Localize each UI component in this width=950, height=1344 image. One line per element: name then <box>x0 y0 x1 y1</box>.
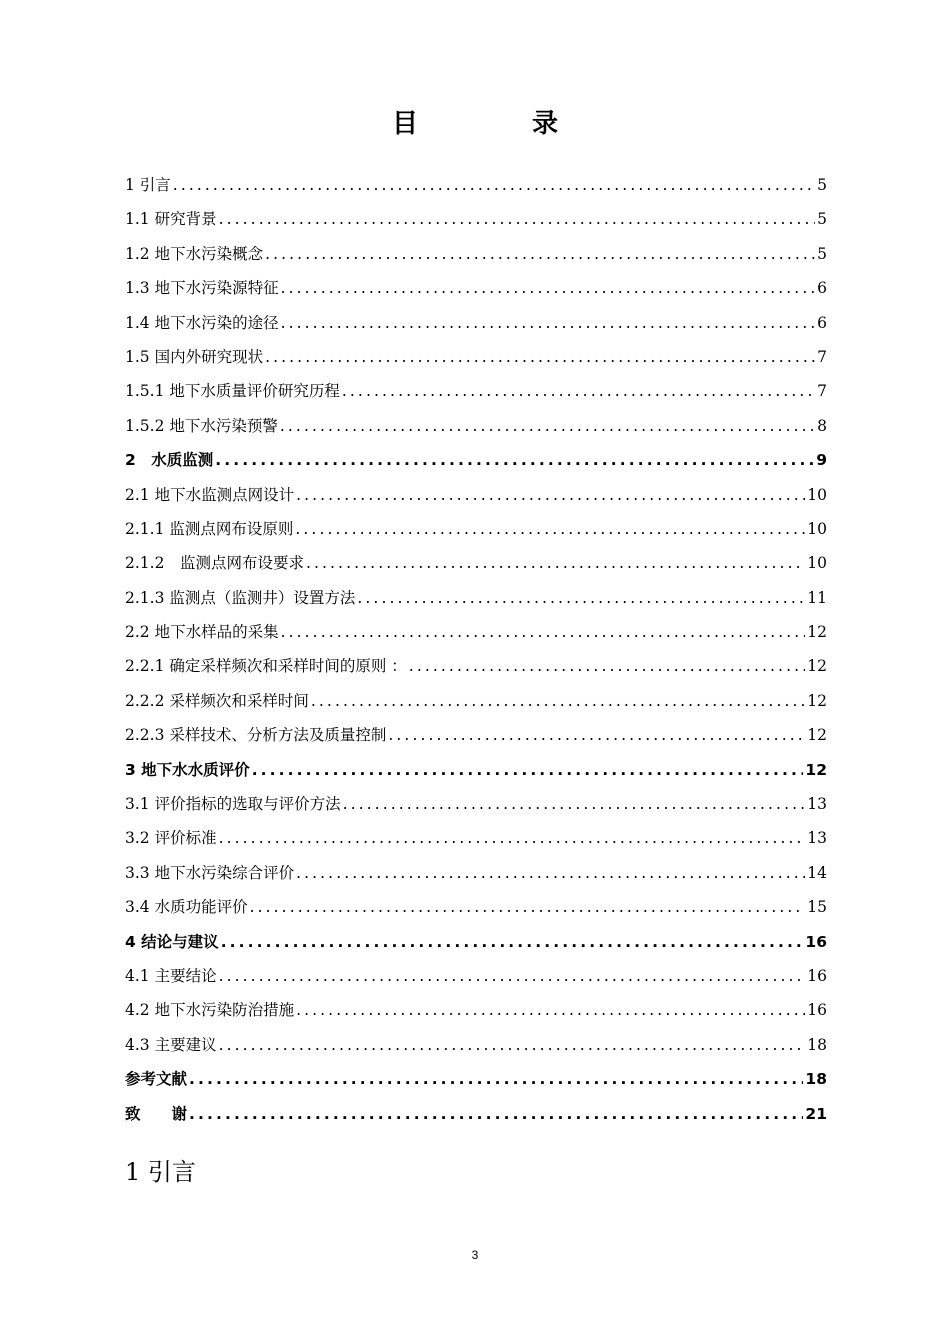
toc-dot-leader <box>296 856 805 890</box>
toc-dot-leader <box>219 959 806 993</box>
toc-entry-label: 3.2 评价标准 <box>125 829 217 848</box>
section-heading: 1 引言 <box>125 1158 196 1186</box>
toc-entry[interactable] <box>125 443 827 477</box>
toc-entry-label: 1.5.1 地下水质量评价研究历程 <box>125 382 340 401</box>
toc-entry[interactable] <box>125 787 827 821</box>
toc-entry-label: 4 结论与建议 <box>125 932 219 951</box>
toc-entry[interactable] <box>125 821 827 855</box>
toc-entry-page: 10 <box>807 485 827 504</box>
toc-entry-label: 1.1 研究背景 <box>125 210 217 229</box>
toc-entry[interactable] <box>125 959 827 993</box>
toc-entry[interactable] <box>125 890 827 924</box>
toc-dot-leader <box>409 649 805 683</box>
toc-entry-page: 5 <box>817 244 827 263</box>
toc-entry-label: 1.5 国内外研究现状 <box>125 347 264 366</box>
toc-entry-label: 2 水质监测 <box>125 451 214 470</box>
toc-entry-label: 4.1 主要结论 <box>125 966 217 985</box>
toc-entry-label: 2.1.3 监测点（监测井）设置方法 <box>125 588 356 607</box>
toc-entry-label: 1.4 地下水污染的途径 <box>125 313 279 332</box>
toc-dot-leader <box>281 615 806 649</box>
toc-entry[interactable] <box>125 340 827 374</box>
toc-entry[interactable] <box>125 581 827 615</box>
toc-entry[interactable] <box>125 649 827 683</box>
toc-dot-leader <box>296 478 805 512</box>
toc-entry-page: 12 <box>807 623 827 642</box>
toc-entry[interactable] <box>125 237 827 271</box>
toc-entry[interactable] <box>125 409 827 443</box>
toc-entry-page: 15 <box>807 898 827 917</box>
toc-entry[interactable] <box>125 1097 827 1131</box>
toc-entry-label: 1.3 地下水污染源特征 <box>125 279 279 298</box>
toc-entry-label: 1 引言 <box>125 176 171 194</box>
toc-dot-leader <box>280 409 815 443</box>
toc-entry[interactable] <box>125 202 827 236</box>
toc-entry-page: 9 <box>816 451 827 470</box>
toc-entry[interactable] <box>125 546 827 580</box>
toc-entry[interactable] <box>125 856 827 890</box>
toc-entry-page: 11 <box>807 588 827 607</box>
toc-dot-leader <box>296 993 805 1027</box>
toc-dot-leader <box>219 202 816 236</box>
toc-dot-leader <box>281 271 816 305</box>
toc-entry[interactable] <box>125 1062 827 1096</box>
toc-title: 目 录 <box>391 109 602 139</box>
toc-entry[interactable] <box>125 993 827 1027</box>
toc-entry-page: 14 <box>807 863 827 882</box>
toc-entry[interactable] <box>125 168 827 202</box>
toc-entry-label: 2.1 地下水监测点网设计 <box>125 485 295 504</box>
toc-entry-label: 2.2.1 确定采样频次和采样时间的原则 ： <box>125 657 407 676</box>
toc-entry-label: 1.2 地下水污染概念 <box>125 244 264 263</box>
toc-entry[interactable] <box>125 684 827 718</box>
toc-entry-label: 致 谢 <box>125 1104 188 1123</box>
toc-entry-page: 12 <box>805 760 827 779</box>
toc-dot-leader <box>265 237 815 271</box>
toc-dot-leader <box>342 374 815 408</box>
toc-entry[interactable] <box>125 271 827 305</box>
toc-dot-leader <box>215 443 814 477</box>
toc-entry[interactable] <box>125 615 827 649</box>
toc-entry-label: 4.2 地下水污染防治措施 <box>125 1001 295 1020</box>
toc-entry-label: 3.4 水质功能评价 <box>125 898 248 917</box>
toc-entry-page: 10 <box>807 554 827 573</box>
toc-dot-leader <box>311 684 805 718</box>
toc-dot-leader <box>219 821 806 855</box>
toc-entry-label: 参考文献 <box>125 1070 188 1089</box>
toc-entry-page: 5 <box>817 176 827 194</box>
toc-entry[interactable] <box>125 925 827 959</box>
toc-entry-page: 8 <box>817 416 827 435</box>
toc-dot-leader <box>221 925 804 959</box>
toc-entry-label: 2.1.1 监测点网布设原则 <box>125 519 294 538</box>
toc-entry-page: 16 <box>805 932 827 951</box>
toc-entry-page: 12 <box>807 691 827 710</box>
table-of-contents <box>125 168 827 1131</box>
toc-entry-page: 18 <box>807 1035 827 1054</box>
toc-entry[interactable] <box>125 512 827 546</box>
toc-entry-page: 16 <box>807 1001 827 1020</box>
toc-entry-page: 7 <box>817 347 827 366</box>
toc-entry[interactable] <box>125 1028 827 1062</box>
toc-entry[interactable] <box>125 718 827 752</box>
toc-dot-leader <box>189 1097 803 1131</box>
toc-entry-label: 2.2.3 采样技术、分析方法及质量控制 <box>125 726 387 745</box>
toc-dot-leader <box>219 1028 806 1062</box>
toc-entry-page: 13 <box>807 795 827 814</box>
toc-entry-page: 21 <box>805 1104 827 1123</box>
toc-entry[interactable] <box>125 478 827 512</box>
toc-entry-label: 3.1 评价指标的选取与评价方法 <box>125 795 341 814</box>
toc-entry-label: 2.2 地下水样品的采集 <box>125 623 279 642</box>
toc-dot-leader <box>306 546 805 580</box>
toc-dot-leader <box>189 1062 803 1096</box>
toc-entry-page: 16 <box>807 966 827 985</box>
toc-entry-label: 3 地下水水质评价 <box>125 760 250 779</box>
toc-dot-leader <box>250 890 806 924</box>
toc-entry[interactable] <box>125 753 827 787</box>
toc-entry-page: 6 <box>817 313 827 332</box>
toc-entry-page: 10 <box>807 519 827 538</box>
toc-entry-page: 5 <box>817 210 827 229</box>
toc-entry-page: 18 <box>805 1070 827 1089</box>
toc-dot-leader <box>265 340 815 374</box>
toc-entry-label: 1.5.2 地下水污染预警 <box>125 416 278 435</box>
toc-dot-leader <box>343 787 806 821</box>
toc-entry[interactable] <box>125 306 827 340</box>
toc-entry-page: 12 <box>807 726 827 745</box>
toc-entry-label: 3.3 地下水污染综合评价 <box>125 863 295 882</box>
toc-dot-leader <box>295 512 805 546</box>
page-number: 3 <box>471 1248 479 1262</box>
toc-entry[interactable] <box>125 374 827 408</box>
toc-dot-leader <box>252 753 804 787</box>
toc-entry-page: 12 <box>807 657 827 676</box>
toc-entry-label: 2.2.2 采样频次和采样时间 <box>125 691 309 710</box>
toc-dot-leader <box>357 581 805 615</box>
toc-entry-label: 4.3 主要建议 <box>125 1035 217 1054</box>
toc-entry-page: 7 <box>817 382 827 401</box>
toc-entry-label: 2.1.2 监测点网布设要求 <box>125 554 304 573</box>
toc-dot-leader <box>388 718 805 752</box>
toc-dot-leader <box>281 306 816 340</box>
toc-entry-page: 6 <box>817 279 827 298</box>
toc-dot-leader <box>173 168 815 202</box>
toc-entry-page: 13 <box>807 829 827 848</box>
